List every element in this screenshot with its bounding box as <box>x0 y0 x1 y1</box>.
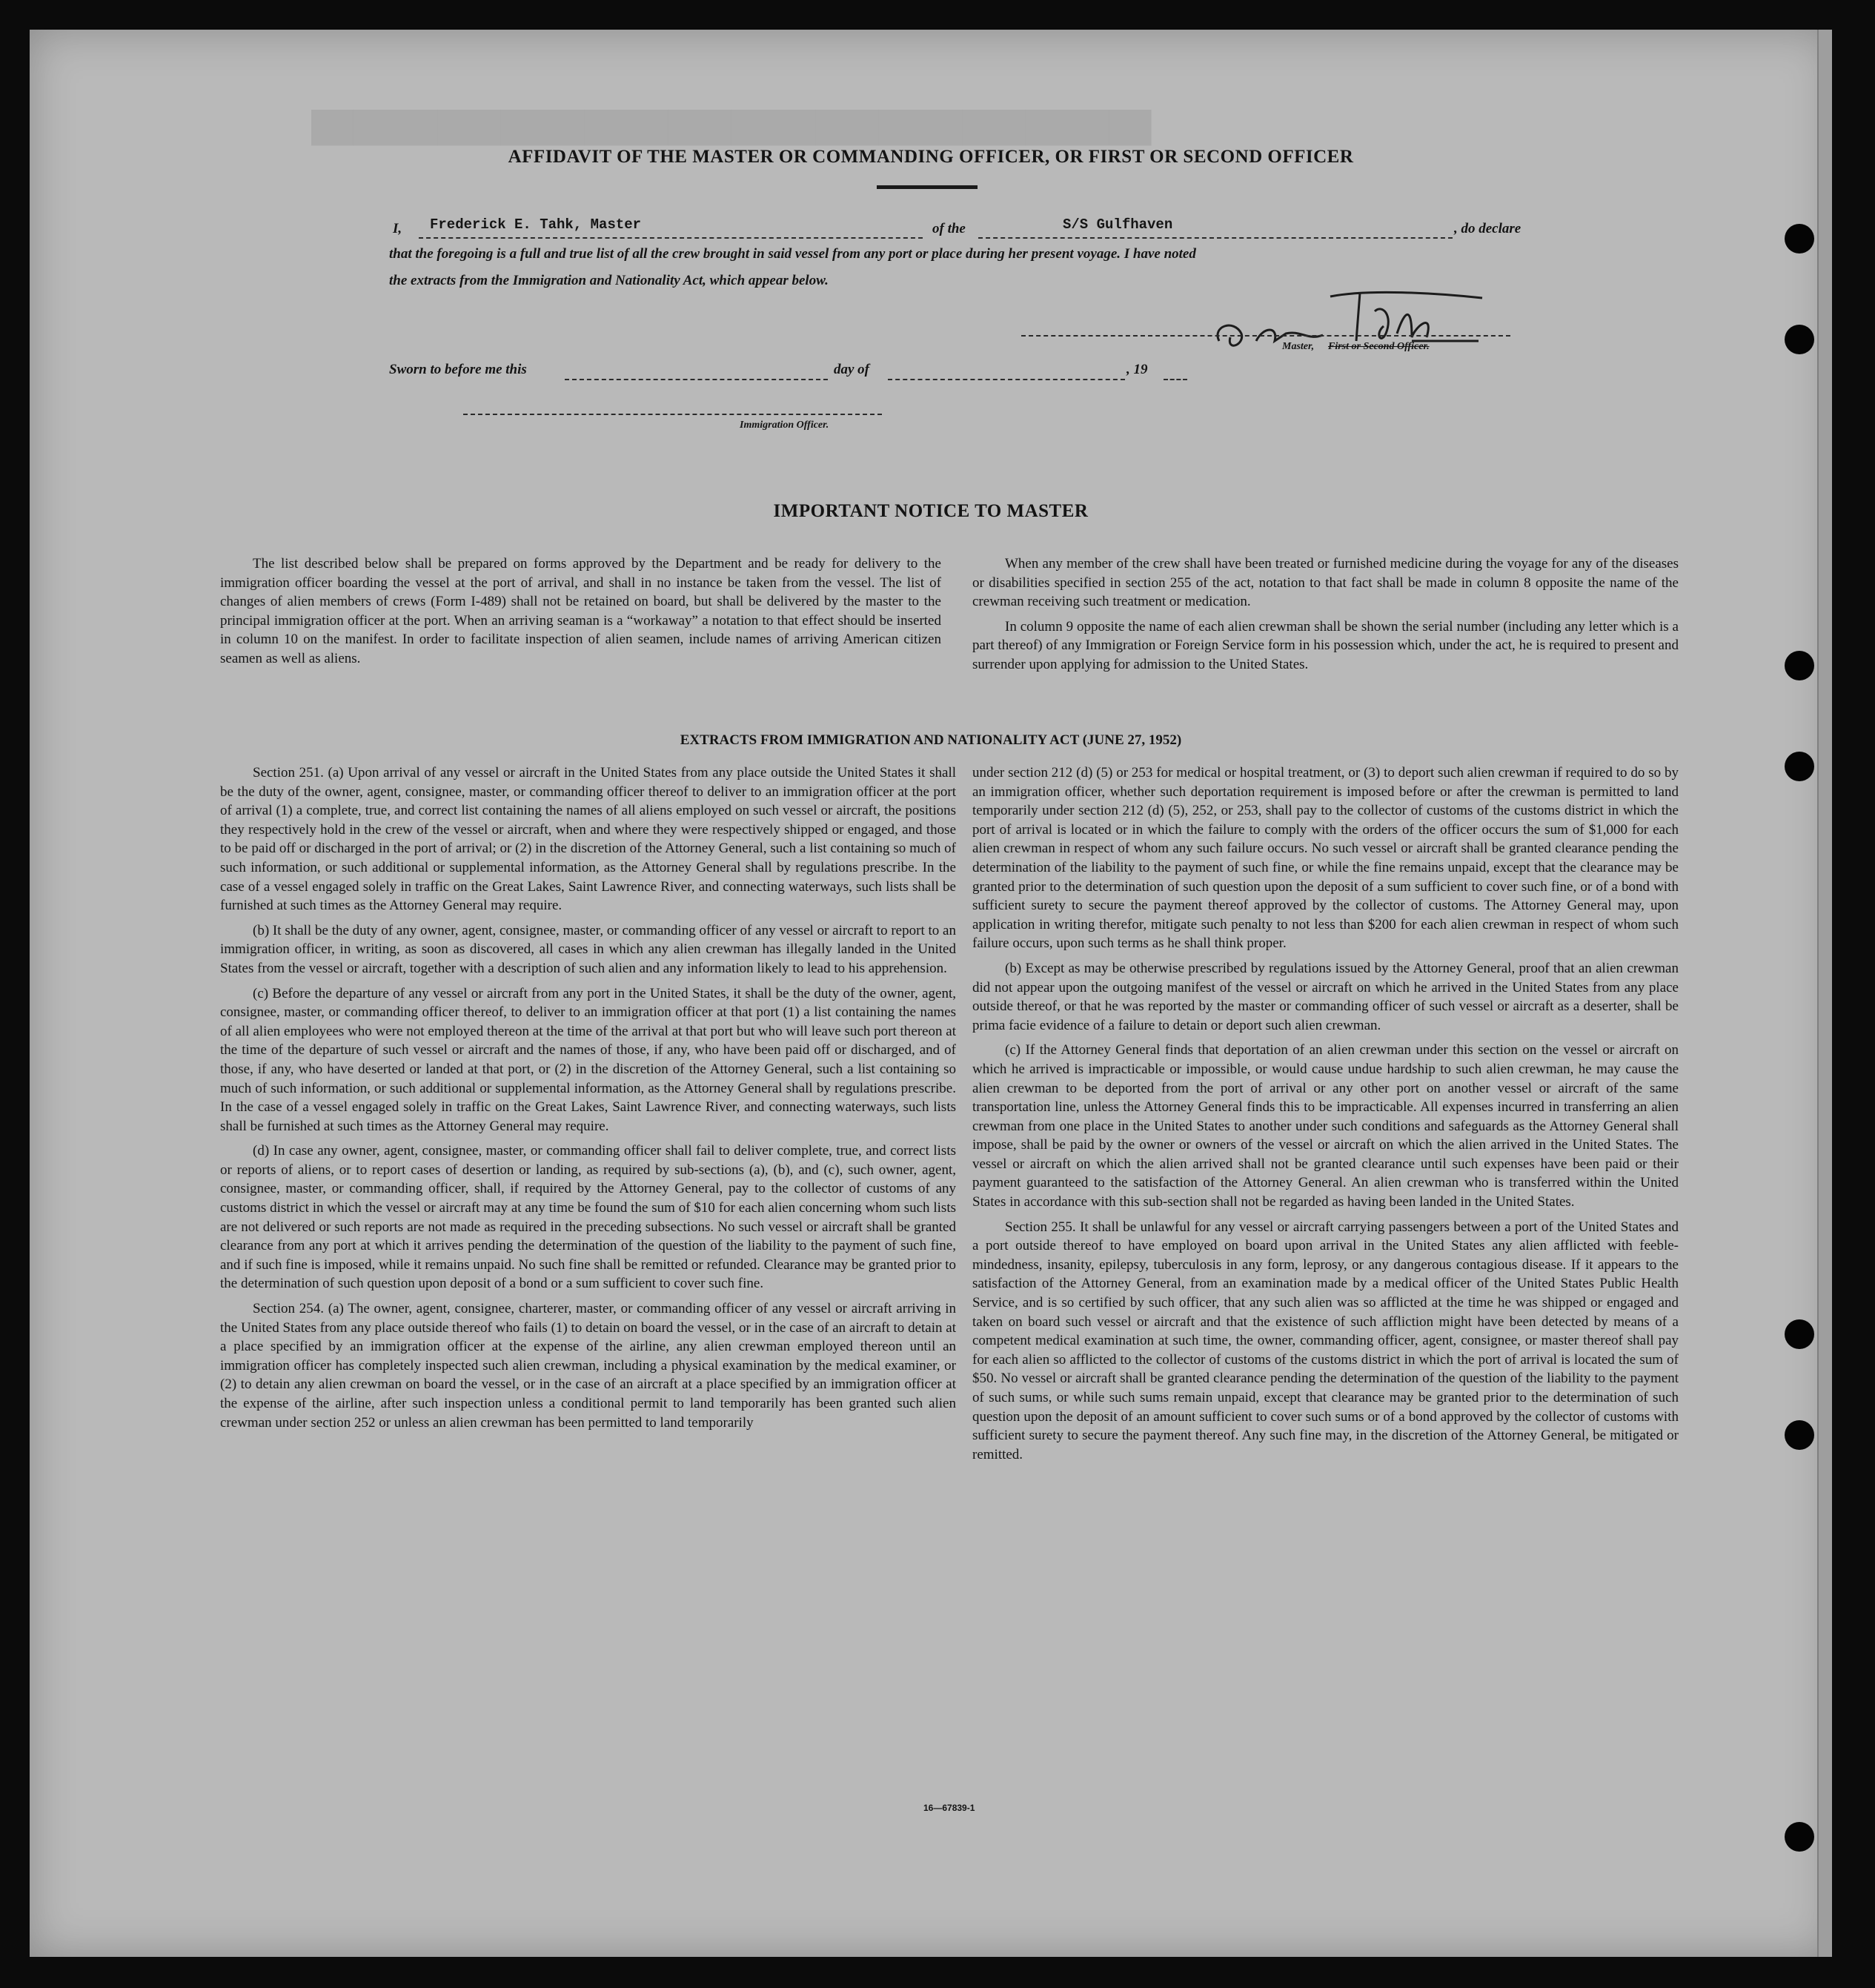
sworn-label: Sworn to before me this <box>389 362 527 377</box>
officer-name-field[interactable]: Frederick E. Tahk, Master <box>430 216 642 233</box>
extracts-title: EXTRACTS FROM IMMIGRATION AND NATIONALITY ACT (JUNE 27, 1952) <box>680 732 1182 748</box>
paragraph: (b) Except as may be otherwise prescribed by regulations issued by the Attorney General, proof that an alien crewman did not appear upon the outgoing manifest of the vessel or aircraft on which he arrived in the United States from any place outside thereof, or that he was reported by the master or commanding officer of such vessel or aircraft as a deserter, shall be prima facie evidence of a failure to detain or deport such alien crewman. <box>972 960 1679 1033</box>
paragraph: When any member of the crew shall have been treated or furnished medicine during the voyage for any of the diseases or disabilities specified in section 255 of the act, notation to that fact shall be made in column 8 opposite the name of the crewman receiving such treatment or medication. <box>972 556 1679 610</box>
vessel-name-field[interactable]: S/S Gulfhaven <box>1063 216 1173 233</box>
notice-title: IMPORTANT NOTICE TO MASTER <box>773 501 1089 521</box>
affidavit-line-3: the extracts from the Immigration and Nationality Act, which appear below. <box>389 273 829 288</box>
paragraph: Section 254. (a) The owner, agent, consignee, charterer, master, or commanding officer of any vessel or aircraft arriving in the United States from any place outside thereof who fails (1) to detain on board the vessel, or in the case of an aircraft to detain at a place specified by an immigration officer at the expense of the airline, any alien crewman employed thereon until an immigration officer has completely inspected such alien crewman, including a physical examination by the medical examiner, or (2) to detain any alien crewman on board the vessel, or in the case of an aircraft at a place specified by an immigration officer at the expense of the airline, after such inspection unless a conditional permit to land temporarily has been granted such alien crewman under section 252 or unless an alien crewman has been permitted to land temporarily <box>220 1301 956 1431</box>
binder-hole <box>1785 224 1814 254</box>
do-declare-label: , do declare <box>1454 221 1521 236</box>
extracts-left-column <box>220 763 956 1438</box>
extracts-right-column <box>972 763 1679 1470</box>
affidavit-title: AFFIDAVIT OF THE MASTER OR COMMANDING OFFICER, OR FIRST OR SECOND OFFICER <box>508 147 1354 167</box>
binder-hole <box>1785 651 1814 680</box>
binder-hole <box>1785 752 1814 781</box>
immigration-officer-caption: Immigration Officer. <box>740 420 829 431</box>
paragraph: (d) In case any owner, agent, consignee, master, or commanding officer shall fail to deliver complete, true, and correct lists or reports of aliens, or to report cases of desertion or landing, as required by sub-sections (a), (b), and (c), such owner, agent, consignee, master, or commanding officer, shall, if required by the Attorney General, pay to the collector of customs of any customs district in which the vessel or aircraft may at any time be found the sum of $10 for each alien concerning whom such lists are not delivered or such reports are not made as required in the preceding subsections. No such vessel or aircraft shall be granted clearance from any port at which it arrives pending the determination of the question of the liability to the payment of such fine, and if such fine is imposed, while it remains unpaid. No such fine shall be remitted or refunded. Clearance may be granted prior to the determination of such question upon deposit of a bond or a sum sufficient to cover such fine. <box>220 1143 956 1292</box>
paragraph: under section 212 (d) (5) or 253 for medical or hospital treatment, or (3) to deport such alien crewman if required to do so by an immigration officer, whether such deportation requirement is imposed before or after the crewman is permitted to land temporarily under section 212 (d) (5), 252, or 253, shall pay to the collector of customs of the customs district in which the port of arrival is located or in which the failure to comply with the orders of the officer occurs the sum of $1,000 for each alien crewman in respect of whom any such failure occurs. No such vessel or aircraft shall be granted clearance pending the determination of the liability to the payment of such fine, or while the fine remains unpaid, except that the clearance may be granted prior to the determination of such question upon the deposit of a sum sufficient to cover such fine, or of a bond with sufficient surety to secure the payment thereof approved by the collector of customs. The Attorney General may, upon application in writing therefor, mitigate such penalty to not less than $200 for each alien crewman in respect of whom such failure occurs, upon such terms as he shall think proper. <box>972 765 1679 952</box>
paragraph: In column 9 opposite the name of each alien crewman shall be shown the serial number (including any letter which is a part thereof) of any Immigration or Foreign Service form in his possession which, under the act, he is required to present and surrender upon applying for admission to the United States. <box>972 618 1679 672</box>
vessel-name-line <box>978 237 1453 239</box>
binder-hole <box>1785 325 1814 354</box>
master-caption: Master, <box>1282 341 1315 352</box>
year-label: , 19 <box>1126 362 1148 377</box>
paragraph: (c) If the Attorney General finds that deportation of an alien crewman under this section on the vessel or aircraft on which he arrived is impracticable or impossible, or would cause undue hardship to such alien crewman, he may cause the alien crewman to be deported from the port of arrival or any other port on another vessel or aircraft of the same transportation line, unless the Attorney General finds this to be impracticable. All expenses incurred in transferring an alien crewman from one place in the United States to another under such conditions and safeguards as the Attorney General shall impose, shall be paid by the owner or owners of the vessel or aircraft on which the alien arrived in the United States. The vessel or aircraft on which the alien arrived shall not be granted clearance until such expenses have been paid or their payment guaranteed to the satisfaction of the Attorney General. An alien crewman who is transferred within the United States in accordance with this sub-section shall not be regarded as having been landed in the United States. <box>972 1042 1679 1210</box>
document-page <box>30 30 1832 1957</box>
bleed-through-shadow: ████████████████████████████████████████ <box>311 112 1152 145</box>
binder-hole <box>1785 1420 1814 1450</box>
sworn-date-line <box>565 379 828 380</box>
immigration-officer-line <box>463 414 882 415</box>
paragraph: Section 255. It shall be unlawful for any vessel or aircraft carrying passengers between a port of the United States and a port outside thereof to have employed on board upon arrival in the United States any alien afflicted with feeble-mindedness, insanity, epilepsy, tuberculosis in any form, leprosy, or any dangerous contagious disease. If it appears to the satisfaction of the Attorney General, from an examination made by a medical officer of the United States Public Health Service, and is so certified by such officer, that any such alien was so afflicted at the time he was shipped or engaged and taken on board such vessel or aircraft and that the existence of such affliction might have been detected by means of a competent medical examination at such time, the owner, commanding officer, agent, consignee, or master thereof shall pay for each alien so afflicted to the collector of customs of the customs district in which the port of arrival is located the sum of $50. No vessel or aircraft shall be granted clearance pending the determination of the question of the liability to the payment of such sums, or while such sums remain unpaid, except that clearance may be granted prior to the determination of such question upon the deposit of an amount sufficient to cover such sums or of a bond approved by the collector of customs with sufficient surety to secure the payment thereof. Any such fine may, in the discretion of the Attorney General, be mitigated or remitted. <box>972 1219 1679 1462</box>
title-rule <box>877 185 978 189</box>
officer-name-line <box>419 237 923 239</box>
paragraph: The list described below shall be prepared on forms approved by the Department and be ready for delivery to the immigration officer boarding the vessel at the port of arrival, and shall in no instance be taken from the vessel. The list of changes of alien members of crews (Form I-489) shall not be retained on board, but shall be delivered by the master to the principal immigration officer at the port. When an arriving seaman is a “workaway” a notation to that effect should be inserted in column 10 on the manifest. In order to facilitate inspection of alien seamen, include names of arriving American citizen seamen as well as aliens. <box>220 556 941 666</box>
paragraph: Section 251. (a) Upon arrival of any vessel or aircraft in the United States from any place outside the United States it shall be the duty of the owner, agent, consignee, master, or commanding officer thereof to deliver to an immigration officer at the port of arrival (1) a complete, true, and correct list containing the names of all aliens employed on such vessel or aircraft, the positions they respectively hold in the crew of the vessel or aircraft, when and where they were respectively shipped or engaged, and those to be paid off or discharged in the port of arrival; or (2) in the discretion of the Attorney General, such a list containing so much of such information, or such additional or supplemental information, as the Attorney General shall by regulations prescribe. In the case of a vessel engaged solely in traffic on the Great Lakes, Saint Lawrence River, and connecting waterways, such lists shall be furnished at such times as the Attorney General may require. <box>220 765 956 914</box>
paragraph: (b) It shall be the duty of any owner, agent, consignee, master, or commanding officer of any vessel or aircraft to report to an immigration officer, in writing, as soon as discovered, all cases in which any alien crewman has illegally landed in the United States from the vessel or aircraft, together with a description of such alien and any information likely to lead to his apprehension. <box>220 922 956 976</box>
master-signature-line <box>1021 335 1510 337</box>
of-the-label: of the <box>932 221 966 236</box>
paragraph: (c) Before the departure of any vessel or aircraft from any port in the United States, it shall be the duty of the owner, agent, consignee, master, or commanding officer thereof, to deliver to an immigration officer at that port (1) a list containing the names of all alien employees who were not employed thereon at the time of the arrival at that port but who will leave such port thereon at the time of the departure of such vessel or aircraft and the names of those, if any, who have been paid off or discharged, and of those, if any, who have deserted or landed at that port, or (2) in the discretion of the Attorney General, such a list containing so much of such information, or such additional or supplemental information, as the Attorney General shall by regulations prescribe. In the case of a vessel engaged solely in traffic on the Great Lakes, Saint Lawrence River, and connecting waterways, such lists shall be furnished at such times as the Attorney General may require. <box>220 985 956 1134</box>
binder-hole <box>1785 1319 1814 1349</box>
struck-officer-caption: First or Second Officer. <box>1328 341 1430 352</box>
binder-hole <box>1785 1822 1814 1852</box>
page-edge-strip <box>1817 30 1832 1957</box>
form-code: 16—67839-1 <box>923 1803 975 1813</box>
notice-right-column <box>972 554 1679 680</box>
notice-left-column <box>220 554 941 675</box>
affidavit-line-2: that the foregoing is a full and true list of all the crew brought in said vessel from any port or place during her present voyage. I have noted <box>389 246 1196 262</box>
i-label: I, <box>393 221 402 236</box>
sworn-month-line <box>888 379 1125 380</box>
year-line <box>1164 379 1187 380</box>
day-of-label: day of <box>834 362 870 377</box>
